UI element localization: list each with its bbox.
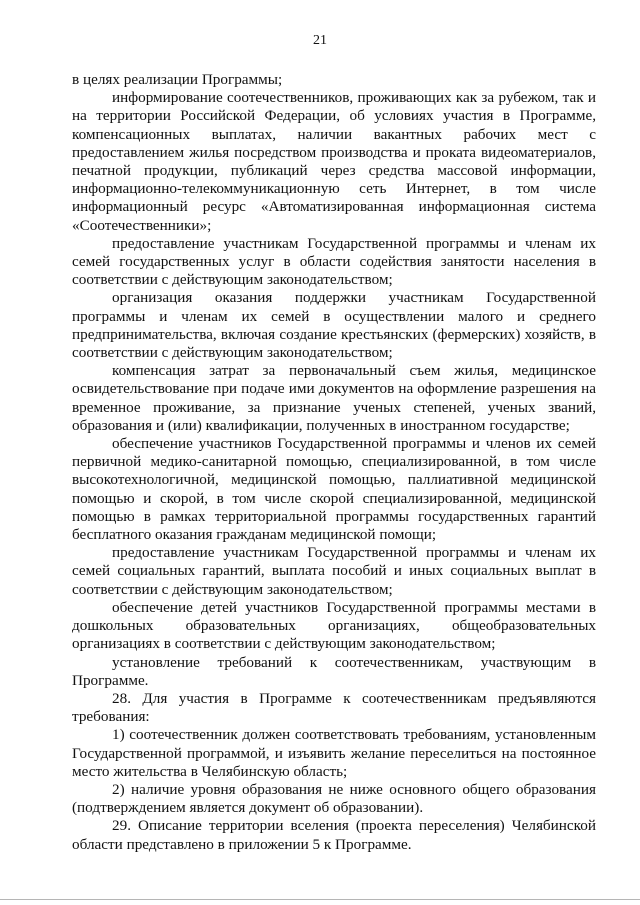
paragraph-section-29: 29. Описание территории вселения (проекта переселения) Челябинской области представлено в приложении 5 к Программе. <box>72 817 596 853</box>
paragraph-requirement-1: 1) соотечественник должен соответствовать требованиям, установленным Государственной программой, и изъявить желание переселиться на постоянное место жительства в Челябинскую область; <box>72 726 596 780</box>
paragraph-goal-end: в целях реализации Программы; <box>72 71 283 88</box>
paragraph-cost-compensation: компенсация затрат за первоначальный съем жилья, медицинское освидетельствование при подаче ими документов на оформление разрешения на временное проживание, за признание ученых степеней, ученых званий, образования и (или) квалификации, полученных в иностранном государстве; <box>72 362 596 434</box>
page-number: 21 <box>313 33 327 48</box>
paragraph-business-support: организация оказания поддержки участникам Государственной программы и членам их семей в осуществлении малого и среднего предпринимательства, включая создание крестьянских (фермерских) хозяйств, в соответствии с действующим законодательством; <box>72 289 596 362</box>
paragraph-section-28: 28. Для участия в Программе к соотечественникам предъявляются требования: <box>72 689 596 726</box>
paragraph-requirement-2: 2) наличие уровня образования не ниже основного общего образования (подтверждением является документ об образовании). <box>72 780 596 817</box>
paragraph-requirements-setting: установление требований к соотечественникам, участвующим в Программе. <box>72 653 596 689</box>
bottom-divider <box>0 899 640 900</box>
paragraph-employment-services: предоставление участникам Государственной программы и членам их семей государственных услуг в области содействия занятости населения в соответствии с действующим законодательством; <box>72 234 596 289</box>
paragraph-social-guarantees: предоставление участникам Государственной программы и членам их семей социальных гарантий, выплата пособий и иных социальных выплат в соответствии с действующим законодательством; <box>72 544 596 598</box>
paragraph-preschool-places: обеспечение детей участников Государственной программы местами в дошкольных образовательных организациях, общеобразовательных организациях в соответствии с действующим законодательством; <box>72 598 596 653</box>
paragraph-medical-care: обеспечение участников Государственной программы и членов их семей первичной медико-санитарной помощью, специализированной, в том числе высокотехнологичной, медицинской помощью, паллиативной медицинской помощью и скорой, в том числе скорой специализированной, медицинской помощью в рамках территориальной программы государственных гарантий бесплатного оказания гражданам медицинской помощи; <box>72 435 596 544</box>
paragraph-informing: информирование соотечественников, проживающих как за рубежом, так и на территории Российской Федерации, об условиях участия в Программе, компенсационных выплатах, наличии вакантных рабочих мест с предоставлением жилья посредством производства и проката видеоматериалов, печатной продукции, публикаций через средства массовой информации, информационно-телекоммуникационную сеть Интернет, в том числе информационный ресурс «Автоматизированная информационная система «Соотечественники»; <box>72 89 596 234</box>
document-body <box>72 71 596 854</box>
